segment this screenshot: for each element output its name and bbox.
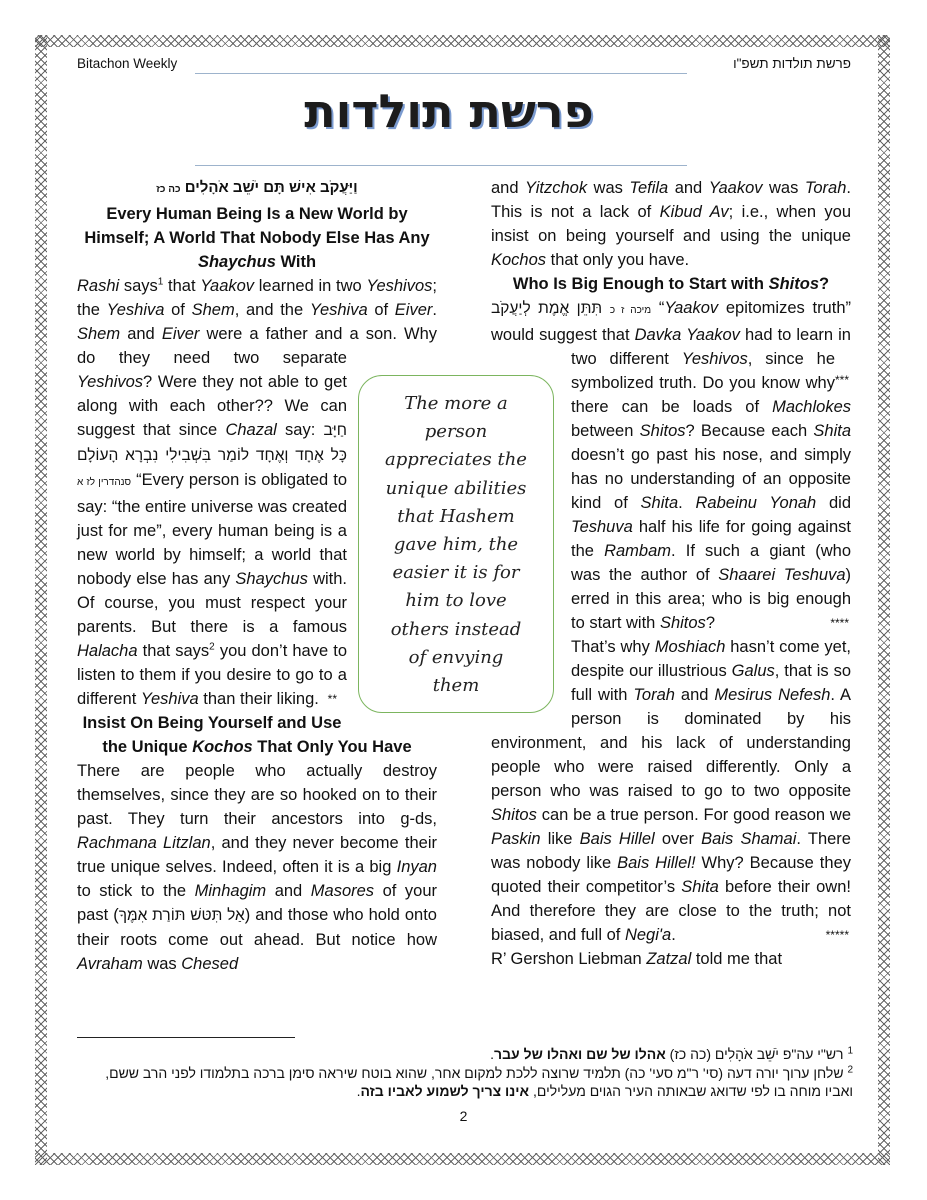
text-run: , and they never become their true unique selves. Indeed, often it is a big (77, 834, 438, 876)
section-divider-stars: ***** (825, 928, 849, 942)
text-run: and (491, 179, 526, 197)
footnote-ref: 1 (847, 1045, 853, 1057)
text-run: that (163, 277, 201, 295)
text-run: Paskin (491, 830, 541, 848)
text-run: Torah (633, 686, 675, 704)
text-run: with. Of course, you must respect your parents. But there is a famous (77, 570, 347, 636)
section-heading (491, 272, 851, 296)
text-run: between (571, 422, 640, 440)
text-run: Yeshivos (77, 373, 144, 391)
text-run: That Only You Have (252, 738, 412, 756)
text-run: Rachmana Litzlan (77, 834, 211, 852)
text-run: Shaychus (235, 570, 308, 588)
text-run: that says (137, 642, 210, 660)
text-run: אינו צריך לשמוע לאביו בזה (360, 1083, 530, 1099)
pull-quote-line: appreciates the (385, 449, 527, 471)
text-run: Shem (77, 325, 121, 343)
text-run: אהלו של שם ואהלו של עבר (494, 1046, 666, 1062)
text-run: ; the (77, 277, 437, 319)
text-run: of your past ( (77, 882, 438, 924)
text-run: Chesed (181, 955, 239, 973)
footnote-ref: 2 (847, 1064, 853, 1076)
text-run: Every Human Being Is a New World by Himself; A World That Nobody Else Has Any (84, 205, 430, 247)
pull-quote-line: gave him, the (393, 534, 519, 556)
footnote-1 (77, 1045, 853, 1063)
text-run: . (432, 301, 437, 319)
text-run: Mesirus Nefesh (714, 686, 831, 704)
text-run: Teshuva (571, 518, 633, 536)
section-divider-stars: *** (834, 373, 849, 387)
text-run: Kochos (491, 251, 547, 269)
pull-quote-line: others instead (390, 618, 522, 640)
text-run: Avraham (77, 955, 143, 973)
text-run: Yeshivos (366, 277, 433, 295)
text-run: “Every person is obligated to say: “the entire universe was created just for me”, every human being is a new world by himself; a world that nobody else has any (77, 471, 347, 588)
text-run: say: (276, 421, 324, 439)
text-run (602, 299, 610, 317)
pull-quote-line: them (432, 675, 480, 697)
pull-quote-line: him to love (405, 590, 507, 612)
text-run: Yeshiva (140, 690, 199, 708)
hebrew-quote: תִּתֵּן אֱמֶת לְיַעֲקֹב (491, 300, 603, 317)
text-run: That’s why (571, 638, 655, 656)
pull-quote-line: of envying (408, 646, 504, 668)
text-run: doesn’t go past his nose, and simply has no understanding of an opposite kind of (571, 446, 851, 512)
text-run: Shitos (768, 275, 820, 293)
text-run: was (587, 179, 630, 197)
text-run: With (275, 253, 317, 271)
text-run: Rashi (77, 277, 120, 295)
text-run: than their liking. (198, 690, 319, 708)
text-run: told me that (691, 950, 783, 968)
pull-quote-line: easier it is for (392, 562, 520, 584)
text-run: Yaakov (708, 179, 763, 197)
page-number: 2 (459, 1108, 468, 1124)
text-run: Kochos (192, 738, 253, 756)
text-run: Rambam (604, 542, 672, 560)
page-border-right (878, 35, 890, 1165)
text-run: Moshiach (654, 638, 726, 656)
header-parsha: פרשת תולדות תשפ"ו (733, 56, 851, 71)
section-divider-stars: **** (830, 616, 849, 630)
text-run: R’ Gershon Liebman (491, 950, 647, 968)
text-run: Bais Hillel (579, 830, 655, 848)
text-run: Shitos (639, 422, 686, 440)
section-heading (77, 202, 437, 274)
text-run: . (678, 494, 696, 512)
text-run: had to learn in two different (571, 326, 851, 368)
text-run: Yeshivos (681, 350, 748, 368)
text-run: Insist On Being Yourself and Use the Unique (82, 714, 342, 756)
text-run: “ (651, 299, 665, 317)
text-run: . There was nobody like (491, 830, 851, 872)
text-run: Shita (813, 422, 852, 440)
text-run: epitomizes truth” would suggest that (491, 299, 851, 344)
text-run: . (490, 1046, 495, 1062)
paragraph (491, 947, 851, 971)
header-rule (195, 73, 687, 74)
text-run: ) and those who hold onto their roots come out ahead. But notice how (77, 906, 437, 949)
text-run: of (367, 301, 395, 319)
footnote-ref: 2 (209, 641, 215, 653)
text-run: Masores (310, 882, 375, 900)
text-run: ) erred in this area; who is big enough to start with (571, 566, 851, 632)
text-run: and (674, 686, 715, 704)
text-run: Shitos (659, 614, 706, 632)
text-run: שלחן ערוך יורה דעה (סי' ר"מ סעי' כה) תלמיד שרוצה ללכת למקום אחר, שהוא בוטח שיראה סימן ברכה בתלמודו לפני הרב ששם, ואביו מוחה בו לפי שדואג שבאותה העיר הגוים מעלילים, (105, 1065, 853, 1099)
text-run: of (164, 301, 192, 319)
hebrew-quote: כה כז (156, 184, 181, 195)
text-run: Shaychus (197, 253, 276, 271)
text-run: ; i.e., when you insist on being yourself and using the unique (491, 203, 851, 245)
text-run: Yeshiva (106, 301, 165, 319)
text-run: Eiver (161, 325, 200, 343)
footnote-2 (77, 1064, 853, 1100)
text-run: Rabeinu Yonah (695, 494, 817, 512)
text-run: and (120, 325, 162, 343)
text-run: you don’t have to listen to them if you desire to go to a different (77, 642, 347, 708)
title-rule (195, 165, 687, 166)
text-run: learned in two (254, 277, 367, 295)
hebrew-quote: סנהדרין לז א (77, 477, 132, 488)
hebrew-quote: חַיָּב כָּל אֶחָד וְאֶחָד לוֹמַר בִּשְׁבִילִי נִבְרָא הָעוֹלָם (77, 422, 347, 464)
text-run: רש"י עה"פ יֹשֵׁב אֹהָלִים (כה כז) (665, 1046, 848, 1062)
hebrew-quote: מיכה ז כ (609, 305, 652, 316)
text-run: Inyan (396, 858, 437, 876)
text-run: Negi'a (624, 926, 672, 944)
page-border-left (35, 35, 47, 1165)
page-border-bottom (35, 1153, 890, 1165)
text-run: can be a true person. For good reason we (536, 806, 851, 824)
text-run: Shita (640, 494, 679, 512)
text-run: ? (819, 275, 830, 293)
pull-quote-line: unique abilities (385, 477, 527, 499)
hebrew-quote: אַל תִּטּשׁ תּוֹרַת אִמֶּךָ (118, 907, 245, 924)
footnote-separator (77, 1037, 295, 1038)
text-run: . If such a giant (who was the author of (571, 542, 851, 584)
header-publication: Bitachon Weekly (77, 56, 178, 71)
text-run: Why? Because they quoted their competitor’s (491, 854, 851, 896)
text-run: ? Because each (685, 422, 814, 440)
pull-quote-line: The more a (404, 393, 508, 414)
text-run: half his life for going against the (571, 518, 851, 560)
text-run: were a father and a son. Why do they need two separate (77, 325, 437, 367)
text-run: Galus (731, 662, 775, 680)
pull-quote-line: person (424, 421, 488, 443)
text-run: There are people who actually destroy themselves, since they are so hooked on to their past. They turn their ancestors into g-ds, (77, 762, 437, 828)
text-run: Yitzchok (525, 179, 588, 197)
page-title: פרשת תולדות (304, 84, 594, 138)
text-run: Shaarei Teshuva (718, 566, 846, 584)
pull-quote-line: that Hashem (397, 505, 515, 527)
text-run: Davka Yaakov (634, 326, 740, 344)
text-run: . (356, 1083, 361, 1099)
text-run: Eiver (394, 301, 433, 319)
text-run: Yaakov (664, 299, 719, 317)
text-run: Tefila (629, 179, 669, 197)
text-run: like (540, 830, 580, 848)
footnote-ref: 1 (157, 276, 164, 288)
text-run: did (816, 494, 852, 512)
text-run: וַיַּעֲקֹב אִישׁ תָּם יֹשֵׁב אֹהָלִים (180, 179, 358, 196)
text-run: Bais Hillel! (617, 854, 696, 872)
text-run: . This is not a lack of (491, 179, 851, 221)
section-divider-stars: ** (327, 692, 337, 706)
text-run: Shem (191, 301, 235, 319)
text-run: to stick to the (77, 882, 195, 900)
text-run: , and the (234, 301, 310, 319)
text-run: . (671, 926, 676, 944)
text-run: . A person is dominated by his environment, and his lack of understanding people who were raised differently. Only a person who was raised to go to two opposite (491, 686, 852, 800)
text-run: and (668, 179, 709, 197)
text-run: Torah (804, 179, 847, 197)
text-run: Zatzal (646, 950, 692, 968)
text-run: Yeshiva (309, 301, 368, 319)
text-run: Machlokes (772, 398, 851, 416)
text-run: Minhagim (194, 882, 267, 900)
text-run: that only you have. (546, 251, 690, 269)
text-run: Chazal (225, 421, 277, 439)
text-run: was (762, 179, 805, 197)
text-run: Yaakov (200, 277, 255, 295)
text-run: over (654, 830, 702, 848)
text-run: ? Were they not able to get along with each other?? We can suggest that since (77, 373, 347, 439)
text-run: Kibud Av (659, 203, 729, 221)
pull-quote (358, 375, 554, 713)
text-run: was (142, 955, 182, 973)
verse-heading (77, 176, 437, 202)
page-border-top (35, 35, 890, 47)
text-run: Bais Shamai (701, 830, 797, 848)
text-run: before their own! And therefore they are close to the truth; not biased, and full of (491, 878, 851, 944)
text-run: and (266, 882, 311, 900)
paragraph (77, 759, 437, 976)
text-run: hasn’t come yet, despite our illustrious (571, 638, 851, 680)
text-run: ? (705, 614, 715, 632)
text-run: Shita (681, 878, 719, 896)
text-run: , since he symbolized truth. Do you know why there can be loads of (571, 350, 835, 416)
text-run: Halacha (77, 642, 138, 660)
text-run: Shitos (491, 806, 537, 824)
text-run: Who Is Big Enough to Start with (512, 275, 769, 293)
text-run: , that is so full with (571, 662, 852, 704)
text-run: says (119, 277, 158, 295)
